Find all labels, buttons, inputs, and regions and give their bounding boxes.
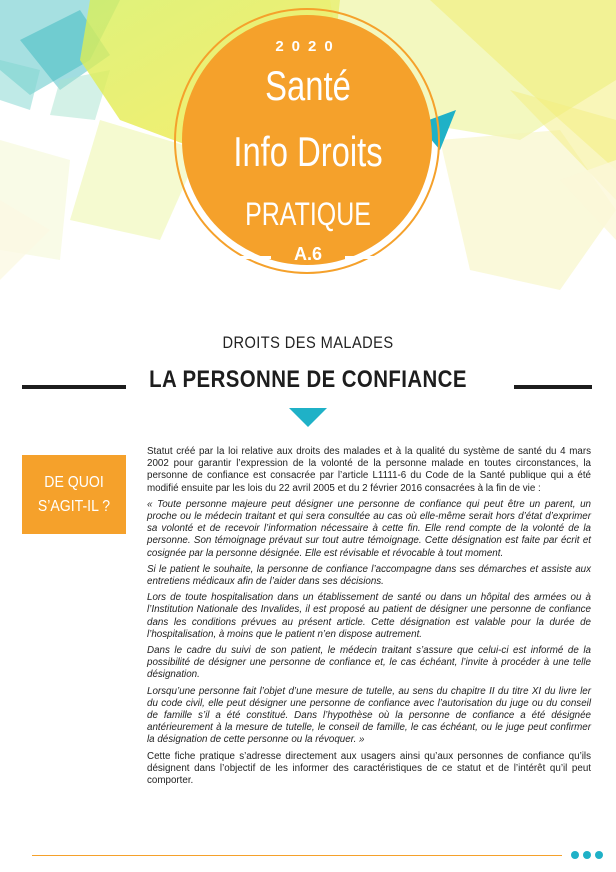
paragraph-quote-1: « Toute personne majeure peut désigner une personne de confiance qui peut être un parent, un proche ou le médecin traitant et qui sera consultée au cas où elle-même serait hors d’état d’exprimer sa volonté et de recevoir l’information nécessaire à cette fin. Elle rend compte de la volonté de la personne. Son témoignage prévaut sur tout autre témoignage. Cette désignation est faite par écrit et cosignée par la personne désignée. Elle est révisable et révocable à tout moment. (147, 498, 591, 559)
code-right-rule (345, 256, 397, 259)
down-triangle-icon (289, 408, 327, 427)
sheet-code: A.6 (293, 244, 322, 264)
footer-dot-icon (595, 851, 603, 859)
paragraph-quote-4: Dans le cadre du suivi de son patient, le médecin traitant s’assure que celui-ci est informé de la possibilité de désigner une personne de confiance et, le cas échéant, l’invite à procéder à une telle désignation. (147, 645, 591, 681)
title-line-3: PRATIQUE (245, 196, 371, 232)
footer-dot-icon (583, 851, 591, 859)
paragraph-quote-3: Lors de toute hospitalisation dans un établissement de santé ou dans un hôpital des armées ou à l’Institution Nationale des Invalides, il est proposé au patient de désigner une personne de confiance dans les conditions prévues au présent article. Cette désignation est valable pour la durée de l’hospitalisation, à moins que le patient n’en dispose autrement. (147, 592, 591, 640)
question-box (22, 455, 126, 534)
main-title: LA PERSONNE DE CONFIANCE (149, 366, 467, 393)
section-label: DROITS DES MALADES (222, 333, 394, 352)
footer-dot-icon (571, 851, 579, 859)
paragraph-quote-5: Lorsqu’une personne fait l’objet d’une mesure de tutelle, au sens du chapitre II du titre XI du livre ler du code civil, elle peut désigner une personne de confiance avec l’autorisation du juge ou du conseil de famille s’il a été constitué. Dans l’hypothèse où la personne de confiance a été désignée antérieurement à la mesure de tutelle, le conseil de famille, le cas échéant, ou le juge peut confirmer la désignation de cette personne ou la révoquer. » (147, 685, 591, 746)
body-text (147, 446, 591, 791)
title-line-2: Info Droits (233, 128, 383, 175)
question-line-1: DE QUOI (44, 474, 104, 491)
question-line-2: S’AGIT-IL ? (37, 498, 111, 515)
paragraph-quote-2: Si le patient le souhaite, la personne de confiance l’accompagne dans ses démarches et assiste aux entretiens médicaux afin de l’aider dans ses décisions. (147, 563, 591, 588)
paragraph-intro: Statut créé par la loi relative aux droits des malades et à la qualité du système de santé du 4 mars 2002 pour garantir l’expression de la volonté de la personne malade en toutes circonstances, la personne de confiance est consacrée par l’article L1111-6 du Code de la Santé publique qui a été modifié ensuite par les lois du 22 avril 2005 et du 2 février 2016 consacrées à la fin de vie : (147, 446, 591, 494)
edition-year: 2020 (275, 38, 341, 55)
title-line-1: Santé (265, 62, 351, 109)
paragraph-conclusion: Cette fiche pratique s’adresse directement aux usagers ainsi qu’aux personnes de confiance qu’ils désignent dans l’objectif de les informer des caractéristiques de ce statut et de l’intérêt qu’il peut comporter. (147, 750, 591, 787)
title-right-rule (514, 385, 592, 389)
footer-rule (32, 855, 562, 856)
